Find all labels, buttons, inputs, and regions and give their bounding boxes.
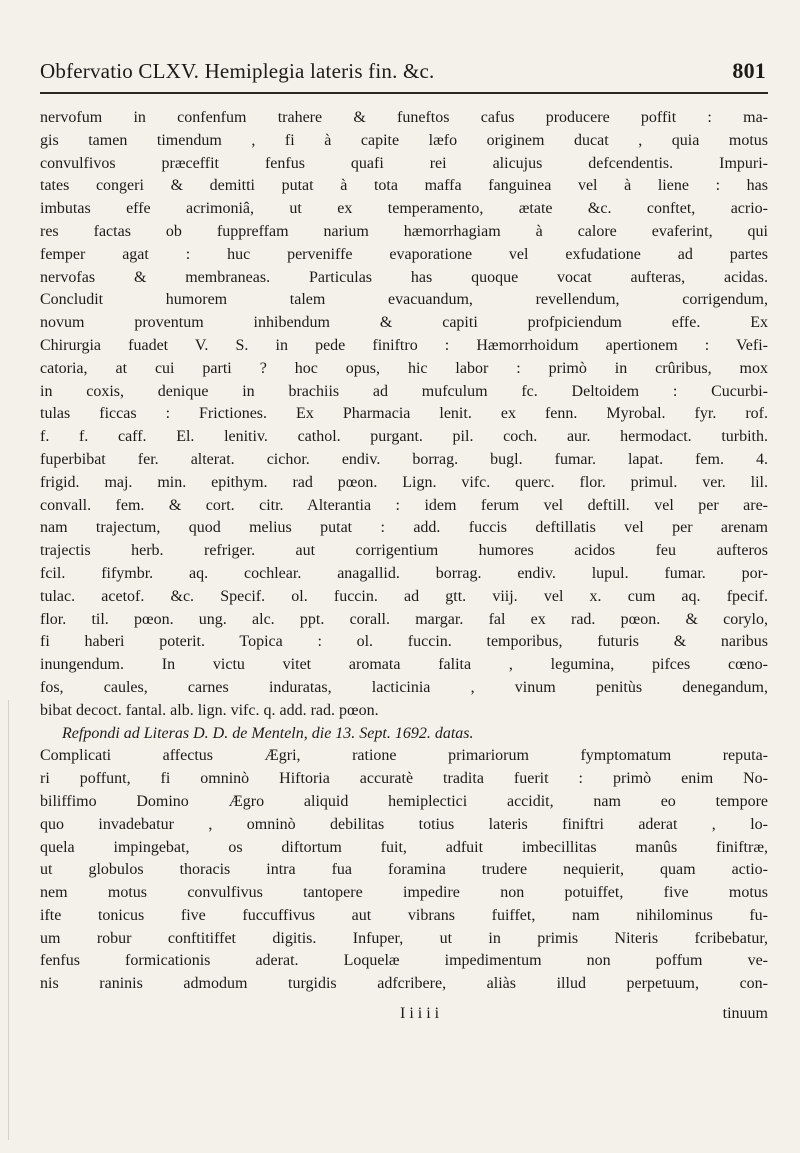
text-line: frigid. maj. min. epithym. rad pœon. Lign. vifc. querc. flor. primul. ver. lil. (40, 473, 768, 491)
text-line: Complicati affectus Ægri, ratione primariorum fymptomatum reputa- (40, 747, 768, 765)
text-line: quo invadebatur , omninò debilitas totius lateris finiftri aderat , lo- (40, 815, 768, 833)
text-line: um robur conftitiffet digitis. Infuper, ut in primis Niteris fcribebatur, (40, 929, 768, 947)
text-line: nervofum in confenfum trahere & funeftos cafus producere poffit : ma- (40, 109, 768, 126)
signature-mark: I i i i i (400, 1005, 440, 1022)
text-line: quela impingebat, os diftortum fuit, adfuit imbecillitas manûs finiftræ, (40, 838, 768, 856)
page-number: 801 (732, 58, 766, 83)
catchword: tinuum (722, 1005, 768, 1022)
header-rule (40, 92, 768, 94)
letter-heading: Refpondi ad Literas D. D. de Menteln, die 13. Sept. 1692. datas. (62, 724, 474, 742)
body-text (40, 107, 768, 996)
text-line: bibat decoct. fantal. alb. lign. vifc. q. add. rad. pœon. (40, 701, 379, 719)
text-line: fos, caules, carnes induratas, lacticinia , vinum penitùs denegandum, (40, 678, 768, 696)
text-line: tates congeri & demitti putat à tota maffa fanguinea vel à liene : has (40, 177, 768, 195)
text-line: imbutas effe acrimoniâ, ut ex temperamento, ætate &c. conftet, acrio- (40, 200, 768, 218)
running-header (40, 58, 766, 84)
text-line: convall. fem. & cort. citr. Alterantia : idem ferum vel deftill. vel per are- (40, 496, 768, 514)
text-line: catoria, at cui parti ? hoc opus, hic labor : primò in crûribus, mox (40, 359, 768, 377)
running-title: Obfervatio CLXV. Hemiplegia lateris fin. &c. (40, 59, 435, 83)
text-line: res factas ob fuppreffam narium hæmorrhagiam à calore evaferint, qui (40, 222, 768, 240)
text-line: flor. til. pœon. ung. alc. ppt. corall. margar. fal ex rad. pœon. & corylo, (40, 610, 768, 628)
text-line: in coxis, denique in brachiis ad mufculum fc. Deltoidem : Cucurbi- (40, 382, 768, 400)
binding-edge (8, 700, 9, 1140)
text-line: nam trajectum, quod melius putat : add. fuccis deftillatis vel per arenam (40, 519, 768, 537)
text-line: inungendum. In victu vitet aromata falita , legumina, pifces cœno- (40, 656, 768, 674)
text-line: ri poffunt, fi omninò Hiftoria accuratè tradita fuerit : primò enim No- (40, 770, 768, 788)
text-line: nervofas & membraneas. Particulas has quoque vocat aufteras, acidas. (40, 268, 768, 286)
text-line: ifte tonicus five fuccuffivus aut vibrans fuiffet, nam nihilominus fu- (40, 906, 768, 924)
text-line: ut globulos thoracis intra fua foramina trudere nequierit, quam actio- (40, 861, 768, 879)
text-line: nis raninis admodum turgidis adfcribere, aliàs illud perpetuum, con- (40, 975, 768, 993)
text-line: novum proventum inhibendum & capiti profpiciendum effe. Ex (40, 314, 768, 332)
page-footer (40, 1005, 768, 1023)
text-line: Concludit humorem talem evacuandum, revellendum, corrigendum, (40, 291, 768, 309)
text-line: nem motus convulfivus tantopere impedire non potuiffet, five motus (40, 884, 768, 902)
text-line: gis tamen timendum , fi à capite læfo originem ducat , quia motus (40, 131, 768, 149)
text-line: trajectis herb. refriger. aut corrigentium humores acidos feu aufteros (40, 542, 768, 560)
text-line: fenfus formicationis aderat. Loquelæ impedimentum non poffum ve- (40, 952, 768, 970)
text-line: tulas ficcas : Frictiones. Ex Pharmacia lenit. ex fenn. Myrobal. fyr. rof. (40, 405, 768, 423)
text-line: fcil. fifymbr. aq. cochlear. anagallid. borrag. endiv. lupul. fumar. por- (40, 564, 768, 582)
text-line: Chirurgia fuadet V. S. in pede finiftro : Hæmorrhoidum apertionem : Vefi- (40, 336, 768, 354)
text-line: convulfivos præceffit fenfus quafi rei alicujus defcendentis. Impuri- (40, 154, 768, 172)
text-line: fuperbibat fer. alterat. cichor. endiv. borrag. bugl. fumar. lapat. fem. 4. (40, 450, 768, 468)
text-line: f. f. caff. El. lenitiv. cathol. purgant. pil. coch. aur. hermodact. turbith. (40, 428, 768, 446)
text-line: femper agat : huc perveniffe evaporatione vel exfudatione ad partes (40, 245, 768, 263)
text-line: tulac. acetof. &c. Specif. ol. fuccin. ad gtt. viij. vel x. cum aq. fpecif. (40, 587, 768, 605)
text-line: biliffimo Domino Ægro aliquid hemiplectici accidit, nam eo tempore (40, 792, 768, 810)
text-line: fi haberi poterit. Topica : ol. fuccin. temporibus, futuris & naribus (40, 633, 768, 651)
